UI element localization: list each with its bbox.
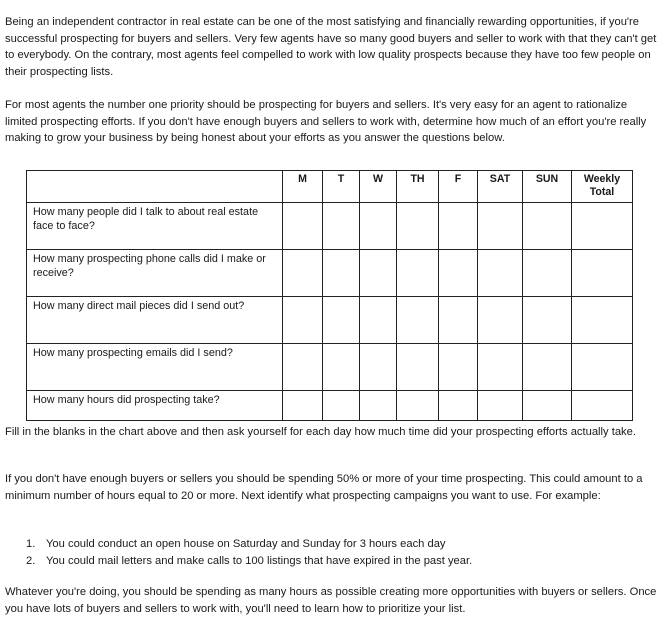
time-spend-paragraph: If you don't have enough buyers or sellers you should be spending 50% or more of your time prospecting. This could amount to a minimum number of hours equal to 20 or more. Next identify what prospecting campaigns you want to use. For example: <box>5 473 643 502</box>
entry-cell[interactable] <box>397 344 439 391</box>
table-row <box>27 297 633 344</box>
entry-cell[interactable] <box>323 250 360 297</box>
list-number: 2. <box>26 555 36 567</box>
entry-cell[interactable] <box>523 203 572 250</box>
entry-cell[interactable] <box>323 391 360 421</box>
entry-cell[interactable] <box>397 297 439 344</box>
entry-cell[interactable] <box>523 250 572 297</box>
fill-in-paragraph: Fill in the blanks in the chart above and then ask yourself for each day how much time did your prospecting efforts actually take. <box>5 426 636 438</box>
intro-paragraph: Being an independent contractor in real estate can be one of the most satisfying and financially rewarding opportunities, if you're successful prospecting for buyers and sellers. Very few agents have so many good buyers and seller to work with that they can't get to everybody. On the contrary, most agents feel compelled to work with low quality prospects because they have too few people on their prospecting lists. <box>5 16 657 78</box>
table-row <box>27 344 633 391</box>
total-cell[interactable] <box>572 391 633 421</box>
row-question: How many direct mail pieces did I send out? <box>27 297 283 344</box>
entry-cell[interactable] <box>360 250 397 297</box>
entry-cell[interactable] <box>478 250 523 297</box>
entry-cell[interactable] <box>323 344 360 391</box>
entry-cell[interactable] <box>439 391 478 421</box>
total-cell[interactable] <box>572 344 633 391</box>
entry-cell[interactable] <box>360 297 397 344</box>
list-item <box>26 536 472 553</box>
col-header-sun: SUN <box>523 171 572 203</box>
entry-cell[interactable] <box>323 203 360 250</box>
entry-cell[interactable] <box>478 203 523 250</box>
header-corner-cell <box>27 171 283 203</box>
entry-cell[interactable] <box>478 344 523 391</box>
entry-cell[interactable] <box>439 344 478 391</box>
row-question: How many prospecting phone calls did I make or receive? <box>27 250 283 297</box>
row-question: How many hours did prospecting take? <box>27 391 283 421</box>
total-cell[interactable] <box>572 250 633 297</box>
entry-cell[interactable] <box>397 203 439 250</box>
list-item <box>26 553 472 570</box>
entry-cell[interactable] <box>439 297 478 344</box>
entry-cell[interactable] <box>283 344 323 391</box>
entry-cell[interactable] <box>439 203 478 250</box>
entry-cell[interactable] <box>360 203 397 250</box>
list-number: 1. <box>26 538 36 550</box>
col-header-sat: SAT <box>478 171 523 203</box>
row-question: How many prospecting emails did I send? <box>27 344 283 391</box>
col-header-mon: M <box>283 171 323 203</box>
entry-cell[interactable] <box>323 297 360 344</box>
table-header-row <box>27 171 633 203</box>
entry-cell[interactable] <box>397 391 439 421</box>
entry-cell[interactable] <box>478 297 523 344</box>
table-row <box>27 250 633 297</box>
prospecting-tracker-table <box>26 170 633 421</box>
entry-cell[interactable] <box>360 344 397 391</box>
entry-cell[interactable] <box>283 203 323 250</box>
row-question: How many people did I talk to about real estate face to face? <box>27 203 283 250</box>
entry-cell[interactable] <box>478 391 523 421</box>
entry-cell[interactable] <box>439 250 478 297</box>
table-row <box>27 391 633 421</box>
list-text: You could mail letters and make calls to 100 listings that have expired in the past year. <box>46 555 473 567</box>
total-cell[interactable] <box>572 297 633 344</box>
entry-cell[interactable] <box>283 250 323 297</box>
entry-cell[interactable] <box>523 297 572 344</box>
col-header-tue: T <box>323 171 360 203</box>
entry-cell[interactable] <box>523 391 572 421</box>
examples-list <box>26 536 472 570</box>
entry-cell[interactable] <box>283 391 323 421</box>
entry-cell[interactable] <box>283 297 323 344</box>
entry-cell[interactable] <box>360 391 397 421</box>
total-cell[interactable] <box>572 203 633 250</box>
entry-cell[interactable] <box>523 344 572 391</box>
col-header-thu: TH <box>397 171 439 203</box>
priority-paragraph: For most agents the number one priority should be prospecting for buyers and sellers. It's very easy for an agent to rationalize limited prospecting efforts. If you don't have enough buyers and sellers to work with, determine how much of an effort you're really making to grow your business by being honest about your efforts as you answer the questions below. <box>5 99 647 144</box>
closing-paragraph: Whatever you're doing, you should be spending as many hours as possible creating more opportunities with buyers or sellers. Once you have lots of buyers and sellers to work with, you'll need to learn how to prioritize your list. <box>5 586 657 615</box>
entry-cell[interactable] <box>397 250 439 297</box>
col-header-wed: W <box>360 171 397 203</box>
table-row <box>27 203 633 250</box>
col-header-weekly-total: Weekly Total <box>572 171 633 203</box>
list-text: You could conduct an open house on Saturday and Sunday for 3 hours each day <box>46 538 446 550</box>
col-header-fri: F <box>439 171 478 203</box>
